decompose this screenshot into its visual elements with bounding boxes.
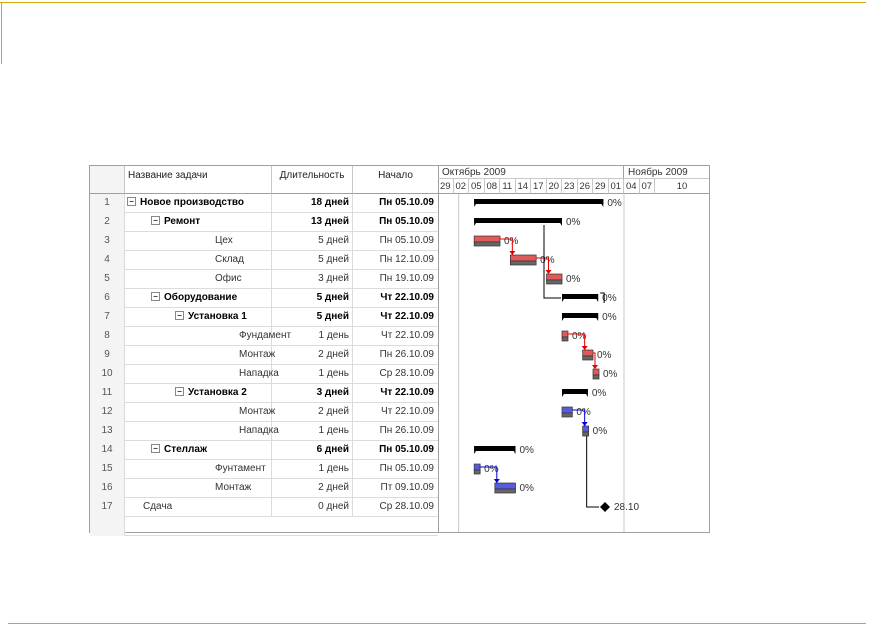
task-name[interactable] xyxy=(125,479,272,498)
task-start[interactable]: Чт 22.10.09 xyxy=(380,387,434,398)
task-id: 5 xyxy=(90,270,125,289)
task-baseline-bar xyxy=(562,413,572,417)
empty-row[interactable] xyxy=(90,517,438,536)
table-row[interactable] xyxy=(90,213,438,232)
task-name[interactable] xyxy=(125,213,272,232)
task-name-label: Цех xyxy=(215,235,233,246)
task-name[interactable] xyxy=(125,460,272,479)
task-name[interactable] xyxy=(125,327,292,346)
task-start[interactable]: Пн 19.10.09 xyxy=(379,273,434,284)
bar-percent-label: 0% xyxy=(607,198,622,209)
task-bar xyxy=(474,464,480,470)
table-row[interactable] xyxy=(90,289,438,308)
task-name-label: Ремонт xyxy=(164,216,201,227)
slide-bottom-rule xyxy=(8,623,866,624)
task-duration[interactable]: 5 дней xyxy=(272,232,353,251)
day-scale-label: 01 xyxy=(609,179,625,194)
task-start[interactable]: Ср 28.10.09 xyxy=(379,368,434,379)
task-start[interactable]: Чт 22.10.09 xyxy=(380,311,434,322)
summary-bar xyxy=(562,313,598,318)
task-baseline-bar xyxy=(510,261,536,265)
task-start[interactable]: Пн 12.10.09 xyxy=(379,254,434,265)
table-row[interactable] xyxy=(90,308,438,327)
table-row[interactable] xyxy=(90,479,438,498)
day-scale-label: 11 xyxy=(500,179,516,194)
day-scale-label: 29 xyxy=(438,179,454,194)
day-scale-label: 26 xyxy=(578,179,594,194)
task-id: 16 xyxy=(90,479,125,498)
task-duration[interactable]: 1 день xyxy=(272,327,353,346)
task-duration[interactable]: 13 дней xyxy=(272,213,353,232)
table-row[interactable] xyxy=(90,251,438,270)
bar-percent-label: 0% xyxy=(484,464,499,475)
task-bar xyxy=(547,274,563,280)
dependency-arrowhead xyxy=(582,422,588,426)
task-name[interactable] xyxy=(125,403,276,422)
collapse-toggle-icon[interactable]: − xyxy=(151,292,160,301)
task-name[interactable] xyxy=(125,346,276,365)
summary-bar xyxy=(474,218,562,223)
bar-percent-label: 0% xyxy=(572,331,587,342)
task-duration[interactable]: 5 дней xyxy=(272,308,353,327)
slide-left-rule xyxy=(1,2,2,64)
day-scale-label: 05 xyxy=(469,179,485,194)
month-october-header: Октябрь 2009 xyxy=(438,166,624,179)
task-start[interactable]: Пн 26.10.09 xyxy=(379,425,434,436)
task-name-label: Оборудование xyxy=(164,292,238,303)
dependency-arrowhead xyxy=(582,346,588,350)
task-name[interactable] xyxy=(125,365,279,384)
bar-percent-label: 0% xyxy=(602,312,617,323)
table-row[interactable] xyxy=(90,441,438,460)
task-id: 2 xyxy=(90,213,125,232)
collapse-toggle-icon[interactable]: − xyxy=(151,444,160,453)
day-scale-label: 08 xyxy=(485,179,501,194)
task-bar xyxy=(583,426,589,432)
task-name[interactable] xyxy=(125,384,272,403)
collapse-toggle-icon[interactable]: − xyxy=(175,311,184,320)
task-start[interactable]: Пн 05.10.09 xyxy=(379,444,434,455)
collapse-toggle-icon[interactable]: − xyxy=(151,216,160,225)
bar-percent-label: 0% xyxy=(602,293,617,304)
bar-percent-label: 0% xyxy=(566,274,581,285)
table-row[interactable] xyxy=(90,365,438,384)
task-name[interactable] xyxy=(125,308,272,327)
task-name-label: Склад xyxy=(215,254,244,265)
task-id: 11 xyxy=(90,384,125,403)
dependency-link xyxy=(587,436,599,507)
task-duration[interactable]: 2 дней xyxy=(272,479,353,498)
task-name-label: Установка 1 xyxy=(188,311,247,322)
gantt-view xyxy=(89,165,710,533)
task-id: 13 xyxy=(90,422,125,441)
bar-percent-label: 0% xyxy=(540,255,555,266)
task-bar xyxy=(510,255,536,261)
task-bar xyxy=(593,369,599,375)
task-baseline-bar xyxy=(583,356,593,360)
task-id: 7 xyxy=(90,308,125,327)
bar-percent-label: 0% xyxy=(603,369,618,380)
task-id xyxy=(90,517,125,536)
table-row[interactable] xyxy=(90,346,438,365)
bar-percent-label: 0% xyxy=(504,236,519,247)
dependency-arrowhead xyxy=(494,479,500,483)
task-name-label: Монтаж xyxy=(239,349,276,360)
task-id: 1 xyxy=(90,194,125,213)
bar-percent-label: 0% xyxy=(597,350,612,361)
day-scale-label: 20 xyxy=(547,179,563,194)
task-id: 12 xyxy=(90,403,125,422)
task-bar xyxy=(474,236,500,242)
task-duration[interactable]: 18 дней xyxy=(272,194,353,213)
task-id: 9 xyxy=(90,346,125,365)
table-row[interactable] xyxy=(90,403,438,422)
task-name-label: Монтаж xyxy=(239,406,276,417)
bar-percent-label: 0% xyxy=(576,407,591,418)
task-baseline-bar xyxy=(593,375,599,379)
task-name[interactable] xyxy=(125,251,272,270)
task-name[interactable] xyxy=(125,270,272,289)
task-name-label: Офис xyxy=(215,273,242,284)
task-start[interactable]: Пн 05.10.09 xyxy=(379,197,434,208)
bar-percent-label: 0% xyxy=(592,426,608,437)
table-row[interactable] xyxy=(90,232,438,251)
task-id: 4 xyxy=(90,251,125,270)
table-row[interactable] xyxy=(90,384,438,403)
task-start[interactable]: Чт 22.10.09 xyxy=(381,406,434,417)
table-row[interactable] xyxy=(90,327,438,346)
bar-percent-label: 0% xyxy=(591,388,607,399)
table-row[interactable] xyxy=(90,194,438,213)
task-start[interactable]: Пн 05.10.09 xyxy=(379,463,434,474)
task-table xyxy=(90,166,439,532)
slide-top-rule xyxy=(0,2,866,3)
task-duration[interactable]: 3 дней xyxy=(272,270,353,289)
dependency-arrowhead xyxy=(509,251,515,255)
task-bar xyxy=(583,350,593,356)
task-name[interactable] xyxy=(125,441,272,460)
table-row[interactable] xyxy=(90,498,438,517)
task-baseline-bar xyxy=(495,489,516,493)
task-baseline-bar xyxy=(562,337,568,341)
task-bar xyxy=(562,331,568,337)
task-duration[interactable]: 1 день xyxy=(272,460,353,479)
task-bar xyxy=(562,407,572,413)
task-name-label: Нападка xyxy=(239,368,279,379)
day-scale-label: 04 xyxy=(624,179,640,194)
task-start[interactable]: Чт 22.10.09 xyxy=(380,292,434,303)
table-row[interactable] xyxy=(90,460,438,479)
task-id: 6 xyxy=(90,289,125,308)
task-name[interactable] xyxy=(125,232,272,251)
day-scale-label: 29 xyxy=(593,179,609,194)
timeline xyxy=(438,166,709,532)
task-start[interactable]: Пт 09.10.09 xyxy=(380,482,434,493)
month-november-header: Ноябрь 2009 xyxy=(624,166,709,179)
task-id: 17 xyxy=(90,498,125,517)
day-scale-label: 14 xyxy=(516,179,532,194)
task-id: 10 xyxy=(90,365,125,384)
task-duration[interactable]: 2 дней xyxy=(272,346,353,365)
summary-bar xyxy=(562,294,598,299)
task-duration[interactable]: 5 дней xyxy=(272,251,353,270)
task-name[interactable] xyxy=(125,194,272,213)
day-scale-label: 17 xyxy=(531,179,547,194)
task-name-label: Новое производство xyxy=(140,197,244,208)
dependency-arrowhead xyxy=(592,365,598,369)
table-row[interactable] xyxy=(90,422,438,441)
bar-percent-label: 0% xyxy=(566,217,581,228)
task-duration[interactable]: 2 дней xyxy=(272,403,353,422)
start-column-header[interactable]: Начало xyxy=(353,166,438,194)
task-duration[interactable]: 3 дней xyxy=(272,384,353,403)
task-duration[interactable]: 0 дней xyxy=(272,498,353,517)
task-baseline-bar xyxy=(474,470,480,474)
task-id: 8 xyxy=(90,327,125,346)
task-start[interactable]: Чт 22.10.09 xyxy=(381,330,434,341)
day-scale-label: 10 xyxy=(655,179,709,194)
task-start[interactable]: Пн 05.10.09 xyxy=(379,216,434,227)
collapse-toggle-icon[interactable]: − xyxy=(127,197,136,206)
task-id: 3 xyxy=(90,232,125,251)
task-start[interactable]: Пн 26.10.09 xyxy=(379,349,434,360)
task-duration[interactable]: 6 дней xyxy=(272,441,353,460)
task-name[interactable] xyxy=(125,498,272,517)
task-bar xyxy=(495,483,516,489)
bar-percent-label: 0% xyxy=(519,445,534,456)
summary-bar xyxy=(474,446,515,451)
gantt-chart-area xyxy=(438,194,709,532)
task-baseline-bar xyxy=(474,242,500,246)
task-name-label: Стеллаж xyxy=(164,444,208,455)
task-name-label: Фунтамент xyxy=(215,463,266,474)
bar-percent-label: 0% xyxy=(519,483,534,494)
task-name[interactable] xyxy=(125,422,279,441)
day-scale-label: 23 xyxy=(562,179,578,194)
dependency-arrowhead xyxy=(546,270,552,274)
milestone-diamond xyxy=(600,502,610,512)
id-column-header[interactable] xyxy=(90,166,125,194)
day-scale-label: 07 xyxy=(640,179,656,194)
table-row[interactable] xyxy=(90,270,438,289)
summary-bar xyxy=(474,199,603,204)
task-name-label: Монтаж xyxy=(215,482,252,493)
duration-column-header[interactable]: Длительность xyxy=(272,166,353,194)
task-duration[interactable]: 5 дней xyxy=(272,289,353,308)
task-name-column-header[interactable]: Название задачи xyxy=(125,166,272,194)
bar-percent-label: 28.10 xyxy=(614,502,640,513)
collapse-toggle-icon[interactable]: − xyxy=(175,387,184,396)
task-name-label: Фундамент xyxy=(239,330,292,341)
task-duration[interactable]: 1 день xyxy=(272,365,353,384)
task-name[interactable] xyxy=(125,289,272,308)
task-duration[interactable]: 1 день xyxy=(272,422,353,441)
task-name-label: Сдача xyxy=(143,501,173,512)
task-id: 14 xyxy=(90,441,125,460)
task-baseline-bar xyxy=(583,432,589,436)
task-id: 15 xyxy=(90,460,125,479)
task-baseline-bar xyxy=(547,280,563,284)
task-start[interactable]: Пн 05.10.09 xyxy=(379,235,434,246)
task-name-label: Нападка xyxy=(239,425,279,436)
task-start[interactable]: Ср 28.10.09 xyxy=(379,501,434,512)
task-name-label: Установка 2 xyxy=(188,387,247,398)
day-scale-label: 02 xyxy=(454,179,470,194)
